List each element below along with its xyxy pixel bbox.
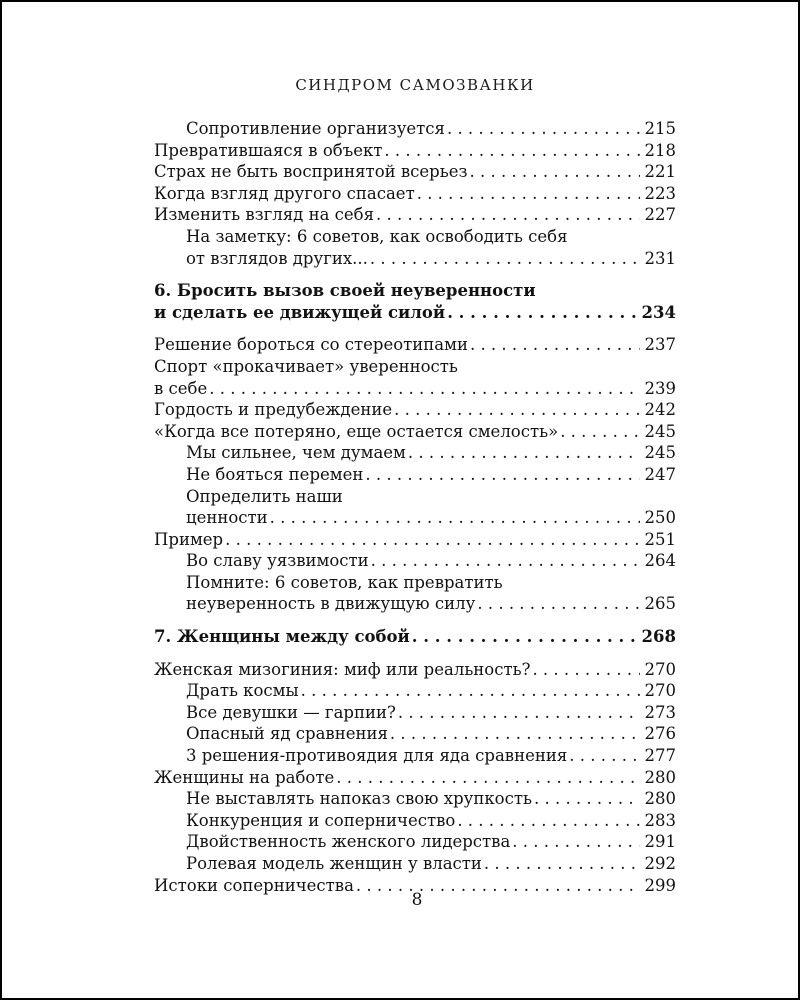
toc-entry-line	[186, 550, 676, 572]
table-of-contents	[154, 118, 676, 896]
toc-entry-line	[186, 572, 676, 594]
toc-entry-page: 231	[644, 248, 676, 268]
toc-entry	[154, 204, 676, 226]
toc-entry-page: 273	[644, 702, 676, 722]
toc-entry-title: Изменить взгляд на себя	[154, 205, 374, 225]
toc-entry-title: Решение бороться со стереотипами	[154, 335, 468, 355]
toc-entry-line	[154, 161, 676, 183]
toc-entry-line	[186, 788, 676, 810]
toc-entry-page: 239	[644, 378, 676, 398]
toc-entry-page: 245	[644, 421, 676, 441]
dot-leader	[390, 723, 640, 745]
toc-entry-page: 291	[644, 832, 676, 852]
toc-entry-title: Все девушки — гарпии?	[186, 702, 396, 722]
toc-entry-line	[186, 118, 676, 140]
toc-entry-page: 280	[644, 789, 676, 809]
dot-leader	[225, 529, 639, 551]
toc-entry-page: 242	[644, 400, 676, 420]
toc-entry-title: «Когда все потеряно, еще остается смелость»	[154, 421, 559, 441]
toc-entry-page: 245	[644, 443, 676, 463]
toc-entry	[154, 464, 676, 486]
toc-entry-line	[186, 226, 676, 248]
dot-leader	[457, 810, 639, 832]
toc-entry-title: 6. Бросить вызов своей неуверенности	[154, 281, 536, 301]
dot-leader	[512, 831, 639, 853]
toc-entry-line	[154, 140, 676, 162]
toc-entry-line	[154, 183, 676, 205]
toc-entry	[154, 529, 676, 551]
toc-entry-title: в себе	[154, 378, 208, 398]
toc-entry-title: Опасный яд сравнения	[186, 724, 388, 744]
toc-entry-page: 270	[644, 681, 676, 701]
toc-entry	[154, 745, 676, 767]
dot-leader	[336, 767, 639, 789]
toc-entry-page: 277	[644, 746, 676, 766]
dot-leader	[417, 183, 640, 205]
toc-entry-title: неуверенность в движущую силу	[186, 594, 476, 614]
toc-entry-title: Пример	[154, 529, 224, 549]
toc-entry-title: и сделать ее движущей силой	[154, 302, 446, 322]
toc-entry	[154, 118, 676, 140]
toc-entry-page: 292	[644, 854, 676, 873]
toc-entry-page: 268	[641, 627, 676, 647]
toc-entry-page: 250	[644, 508, 676, 528]
toc-entry-line	[186, 723, 676, 745]
toc-entry	[154, 442, 676, 464]
dot-leader	[270, 507, 640, 529]
toc-entry-line	[186, 810, 676, 832]
toc-entry-title: Конкуренция и соперничество	[186, 810, 456, 830]
toc-entry-title: Страх не быть воспринятой всерьез	[154, 162, 468, 182]
toc-entry-title: Женщины на работе	[154, 767, 335, 787]
dot-leader	[534, 788, 640, 810]
toc-entry	[154, 399, 676, 421]
toc-entry-line	[154, 334, 676, 356]
toc-entry-line	[154, 356, 676, 378]
dot-leader	[477, 593, 639, 615]
toc-entry	[154, 723, 676, 745]
toc-entry	[154, 680, 676, 702]
dot-leader	[408, 442, 640, 464]
toc-entry-line	[186, 702, 676, 724]
toc-entry-page: 299	[644, 875, 676, 895]
dot-leader	[447, 302, 636, 324]
toc-entry	[154, 810, 676, 832]
page-number: 8	[411, 890, 423, 910]
toc-entry-page: 218	[644, 140, 676, 160]
toc-entry-title: Истоки соперничества	[154, 875, 354, 895]
dot-leader	[469, 161, 639, 183]
toc-entry-line	[154, 302, 676, 324]
toc-entry-page: 264	[644, 551, 676, 571]
dot-leader	[484, 853, 640, 875]
toc-entry-page: 247	[644, 464, 676, 484]
toc-entry	[154, 767, 676, 789]
dot-leader	[412, 626, 637, 648]
toc-entry-page: 276	[644, 724, 676, 744]
toc-entry-page: 221	[644, 162, 676, 182]
running-head: СИНДРОМ САМОЗВАНКИ	[295, 76, 535, 94]
toc-entry-title: 7. Женщины между собой	[154, 627, 410, 647]
toc-entry	[154, 280, 676, 323]
toc-entry-page: 283	[644, 810, 676, 830]
toc-entry	[154, 659, 676, 681]
toc-entry-title: Не бояться перемен	[186, 464, 364, 484]
toc-entry	[154, 421, 676, 443]
toc-entry-page: 234	[641, 302, 676, 322]
toc-entry-line	[186, 464, 676, 486]
toc-entry-title: ценности	[186, 508, 268, 528]
dot-leader	[209, 378, 639, 400]
toc-entry-line	[186, 680, 676, 702]
toc-entry	[154, 334, 676, 356]
toc-entry-line	[154, 421, 676, 443]
dot-leader	[470, 334, 640, 356]
dot-leader	[371, 550, 640, 572]
toc-entry	[154, 550, 676, 572]
toc-entry-title: Во славу уязвимости	[186, 551, 369, 571]
toc-entry-title: 3 решения-противоядия для яда сравнения	[186, 746, 568, 766]
toc-entry-line	[186, 745, 676, 767]
toc-entry-title: Спорт «прокачивает» уверенность	[154, 356, 458, 376]
toc-entry-title: от взглядов других...	[186, 248, 368, 268]
dot-leader	[376, 204, 640, 226]
toc-entry-line	[154, 659, 676, 681]
dot-leader	[384, 140, 639, 162]
toc-entry-line	[154, 280, 676, 302]
toc-entry-line	[186, 248, 676, 270]
toc-entry-line	[186, 593, 676, 615]
dot-leader	[365, 464, 639, 486]
toc-entry-title: Гордость и предубеждение	[154, 400, 393, 420]
toc-entry-page: 215	[644, 119, 676, 138]
toc-entry-title: Превратившаяся в объект	[154, 140, 383, 160]
toc-entry-page: 237	[644, 335, 676, 355]
toc-entry-title: Драть космы	[186, 681, 299, 701]
dot-leader	[569, 745, 639, 767]
toc-entry-title: Ролевая модель женщин у власти	[186, 854, 482, 873]
toc-entry	[154, 572, 676, 615]
toc-entry-title: Определить наши	[186, 486, 343, 506]
toc-entry-page: 270	[644, 659, 676, 679]
toc-entry-title: Не выставлять напоказ свою хрупкость	[186, 789, 532, 809]
dot-leader	[532, 659, 639, 681]
toc-entry-page: 251	[644, 529, 676, 549]
toc-entry-title: На заметку: 6 советов, как освободить себя	[186, 226, 568, 246]
toc-entry-page: 227	[644, 205, 676, 225]
toc-entry-line	[186, 853, 676, 875]
toc-entry	[154, 356, 676, 399]
dot-leader	[398, 702, 640, 724]
toc-entry-title: Мы сильнее, чем думаем	[186, 443, 406, 463]
toc-entry-line	[154, 767, 676, 789]
toc-entry	[154, 183, 676, 205]
toc-entry-title: Женская мизогиния: миф или реальность?	[154, 659, 531, 679]
toc-entry-line	[186, 507, 676, 529]
toc-entry	[154, 853, 676, 875]
dot-leader	[370, 248, 640, 270]
toc-entry-line	[154, 399, 676, 421]
toc-entry	[154, 161, 676, 183]
dot-leader	[301, 680, 640, 702]
toc-entry-line	[186, 442, 676, 464]
toc-entry-title: Двойственность женского лидерства	[186, 832, 511, 852]
toc-entry-title: Когда взгляд другого спасает	[154, 183, 415, 203]
toc-entry	[154, 140, 676, 162]
toc-entry-line	[154, 626, 676, 648]
toc-entry-line	[186, 486, 676, 508]
toc-entry-page: 280	[644, 767, 676, 787]
toc-entry-page: 265	[644, 594, 676, 614]
toc-entry-title: Помните: 6 советов, как превратить	[186, 572, 503, 592]
toc-entry	[154, 226, 676, 269]
toc-entry	[154, 788, 676, 810]
dot-leader	[447, 118, 640, 140]
toc-entry	[154, 702, 676, 724]
toc-entry	[154, 486, 676, 529]
toc-entry	[154, 831, 676, 853]
toc-entry-line	[154, 204, 676, 226]
toc-entry	[154, 626, 676, 648]
dot-leader	[394, 399, 639, 421]
toc-entry-line	[154, 529, 676, 551]
toc-entry-line	[186, 831, 676, 853]
dot-leader	[560, 421, 639, 443]
toc-entry-line	[154, 378, 676, 400]
toc-entry-page: 223	[644, 183, 676, 203]
toc-entry-title: Сопротивление организуется	[186, 119, 445, 138]
